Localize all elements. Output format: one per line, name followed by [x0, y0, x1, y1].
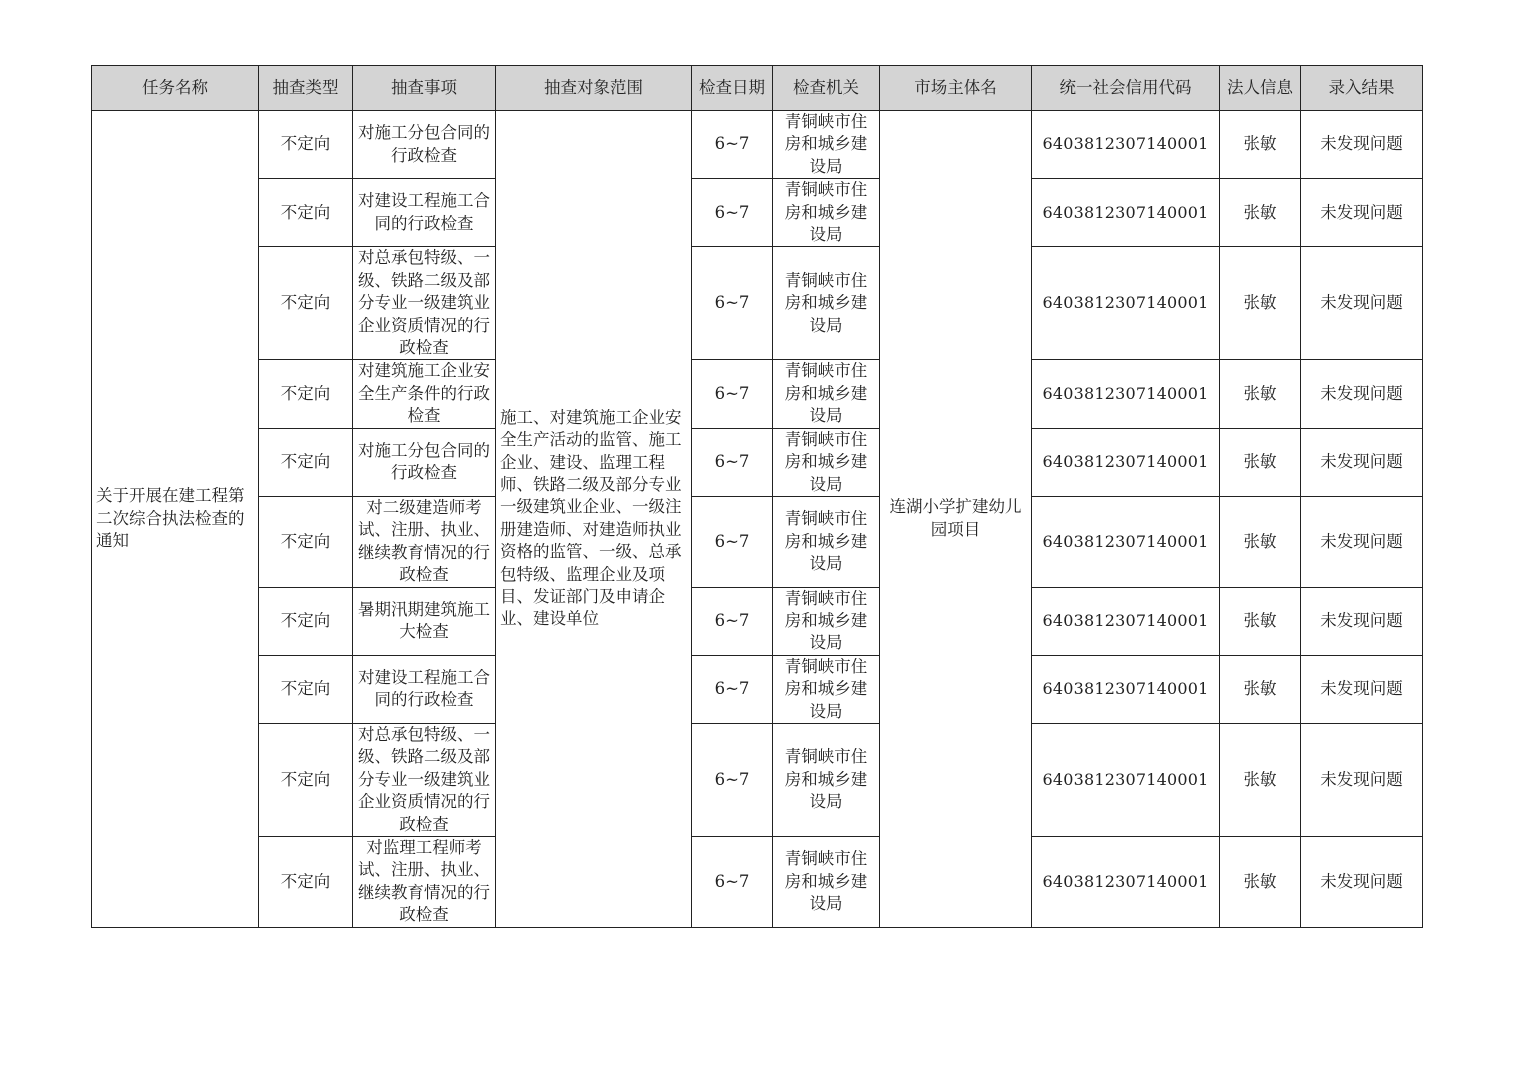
- credit-code-cell: 6403812307140001: [1032, 360, 1220, 428]
- agency-cell: 青铜峡市住房和城乡建设局: [773, 723, 880, 836]
- table-row: [92, 496, 1423, 587]
- result-cell: 未发现问题: [1301, 496, 1423, 587]
- check-item-cell: 对二级建造师考试、注册、执业、继续教育情况的行政检查: [353, 496, 496, 587]
- check-type-cell: 不定向: [259, 723, 353, 836]
- table-row: [92, 655, 1423, 723]
- task-name-cell: 关于开展在建工程第二次综合执法检查的通知: [92, 111, 259, 928]
- check-type-cell: 不定向: [259, 247, 353, 360]
- agency-cell: 青铜峡市住房和城乡建设局: [773, 428, 880, 496]
- date-cell: 6~7: [692, 496, 773, 587]
- header-row: [92, 66, 1423, 111]
- agency-cell: 青铜峡市住房和城乡建设局: [773, 111, 880, 179]
- result-cell: 未发现问题: [1301, 111, 1423, 179]
- table-row: [92, 111, 1423, 179]
- legal-person-cell: 张敏: [1220, 428, 1301, 496]
- table-row: [92, 428, 1423, 496]
- header-legal-person: 法人信息: [1220, 66, 1301, 111]
- legal-person-cell: 张敏: [1220, 655, 1301, 723]
- legal-person-cell: 张敏: [1220, 587, 1301, 655]
- header-check-item: 抽查事项: [353, 66, 496, 111]
- inspection-table: [91, 65, 1423, 928]
- header-result: 录入结果: [1301, 66, 1423, 111]
- credit-code-cell: 6403812307140001: [1032, 837, 1220, 928]
- check-item-cell: 对总承包特级、一级、铁路二级及部分专业一级建筑业企业资质情况的行政检查: [353, 247, 496, 360]
- check-item-cell: 对建筑施工企业安全生产条件的行政检查: [353, 360, 496, 428]
- header-date: 检查日期: [692, 66, 773, 111]
- header-task-name: 任务名称: [92, 66, 259, 111]
- header-credit-code: 统一社会信用代码: [1032, 66, 1220, 111]
- scope-cell: 施工、对建筑施工企业安全生产活动的监管、施工企业、建设、监理工程师、铁路二级及部分专业一级建筑业企业、一级注册建造师、对建造师执业资格的监管、一级、总承包特级、监理企业及项目、发证部门及申请企业、建设单位: [496, 111, 692, 928]
- date-cell: 6~7: [692, 111, 773, 179]
- credit-code-cell: 6403812307140001: [1032, 111, 1220, 179]
- table-row: [92, 587, 1423, 655]
- table-row: [92, 837, 1423, 928]
- date-cell: 6~7: [692, 723, 773, 836]
- check-type-cell: 不定向: [259, 837, 353, 928]
- agency-cell: 青铜峡市住房和城乡建设局: [773, 587, 880, 655]
- credit-code-cell: 6403812307140001: [1032, 428, 1220, 496]
- credit-code-cell: 6403812307140001: [1032, 247, 1220, 360]
- date-cell: 6~7: [692, 428, 773, 496]
- check-item-cell: 对监理工程师考试、注册、执业、继续教育情况的行政检查: [353, 837, 496, 928]
- check-item-cell: 对施工分包合同的行政检查: [353, 428, 496, 496]
- date-cell: 6~7: [692, 587, 773, 655]
- legal-person-cell: 张敏: [1220, 360, 1301, 428]
- date-cell: 6~7: [692, 247, 773, 360]
- result-cell: 未发现问题: [1301, 837, 1423, 928]
- check-type-cell: 不定向: [259, 360, 353, 428]
- legal-person-cell: 张敏: [1220, 723, 1301, 836]
- date-cell: 6~7: [692, 837, 773, 928]
- date-cell: 6~7: [692, 179, 773, 247]
- market-entity-cell: 连湖小学扩建幼儿园项目: [880, 111, 1032, 928]
- agency-cell: 青铜峡市住房和城乡建设局: [773, 496, 880, 587]
- header-agency: 检查机关: [773, 66, 880, 111]
- table-row: [92, 179, 1423, 247]
- result-cell: 未发现问题: [1301, 179, 1423, 247]
- check-type-cell: 不定向: [259, 655, 353, 723]
- check-type-cell: 不定向: [259, 179, 353, 247]
- check-type-cell: 不定向: [259, 587, 353, 655]
- legal-person-cell: 张敏: [1220, 837, 1301, 928]
- result-cell: 未发现问题: [1301, 360, 1423, 428]
- result-cell: 未发现问题: [1301, 428, 1423, 496]
- header-market-entity: 市场主体名: [880, 66, 1032, 111]
- credit-code-cell: 6403812307140001: [1032, 496, 1220, 587]
- header-check-type: 抽查类型: [259, 66, 353, 111]
- credit-code-cell: 6403812307140001: [1032, 655, 1220, 723]
- result-cell: 未发现问题: [1301, 247, 1423, 360]
- legal-person-cell: 张敏: [1220, 179, 1301, 247]
- result-cell: 未发现问题: [1301, 723, 1423, 836]
- agency-cell: 青铜峡市住房和城乡建设局: [773, 247, 880, 360]
- agency-cell: 青铜峡市住房和城乡建设局: [773, 179, 880, 247]
- check-type-cell: 不定向: [259, 428, 353, 496]
- check-item-cell: 暑期汛期建筑施工大检查: [353, 587, 496, 655]
- agency-cell: 青铜峡市住房和城乡建设局: [773, 360, 880, 428]
- result-cell: 未发现问题: [1301, 587, 1423, 655]
- table-row: [92, 247, 1423, 360]
- legal-person-cell: 张敏: [1220, 496, 1301, 587]
- check-item-cell: 对总承包特级、一级、铁路二级及部分专业一级建筑业企业资质情况的行政检查: [353, 723, 496, 836]
- header-scope: 抽查对象范围: [496, 66, 692, 111]
- agency-cell: 青铜峡市住房和城乡建设局: [773, 655, 880, 723]
- date-cell: 6~7: [692, 655, 773, 723]
- check-type-cell: 不定向: [259, 496, 353, 587]
- result-cell: 未发现问题: [1301, 655, 1423, 723]
- agency-cell: 青铜峡市住房和城乡建设局: [773, 837, 880, 928]
- check-item-cell: 对建设工程施工合同的行政检查: [353, 179, 496, 247]
- legal-person-cell: 张敏: [1220, 247, 1301, 360]
- legal-person-cell: 张敏: [1220, 111, 1301, 179]
- table-row: [92, 723, 1423, 836]
- credit-code-cell: 6403812307140001: [1032, 179, 1220, 247]
- check-item-cell: 对建设工程施工合同的行政检查: [353, 655, 496, 723]
- credit-code-cell: 6403812307140001: [1032, 723, 1220, 836]
- check-item-cell: 对施工分包合同的行政检查: [353, 111, 496, 179]
- date-cell: 6~7: [692, 360, 773, 428]
- table-row: [92, 360, 1423, 428]
- check-type-cell: 不定向: [259, 111, 353, 179]
- credit-code-cell: 6403812307140001: [1032, 587, 1220, 655]
